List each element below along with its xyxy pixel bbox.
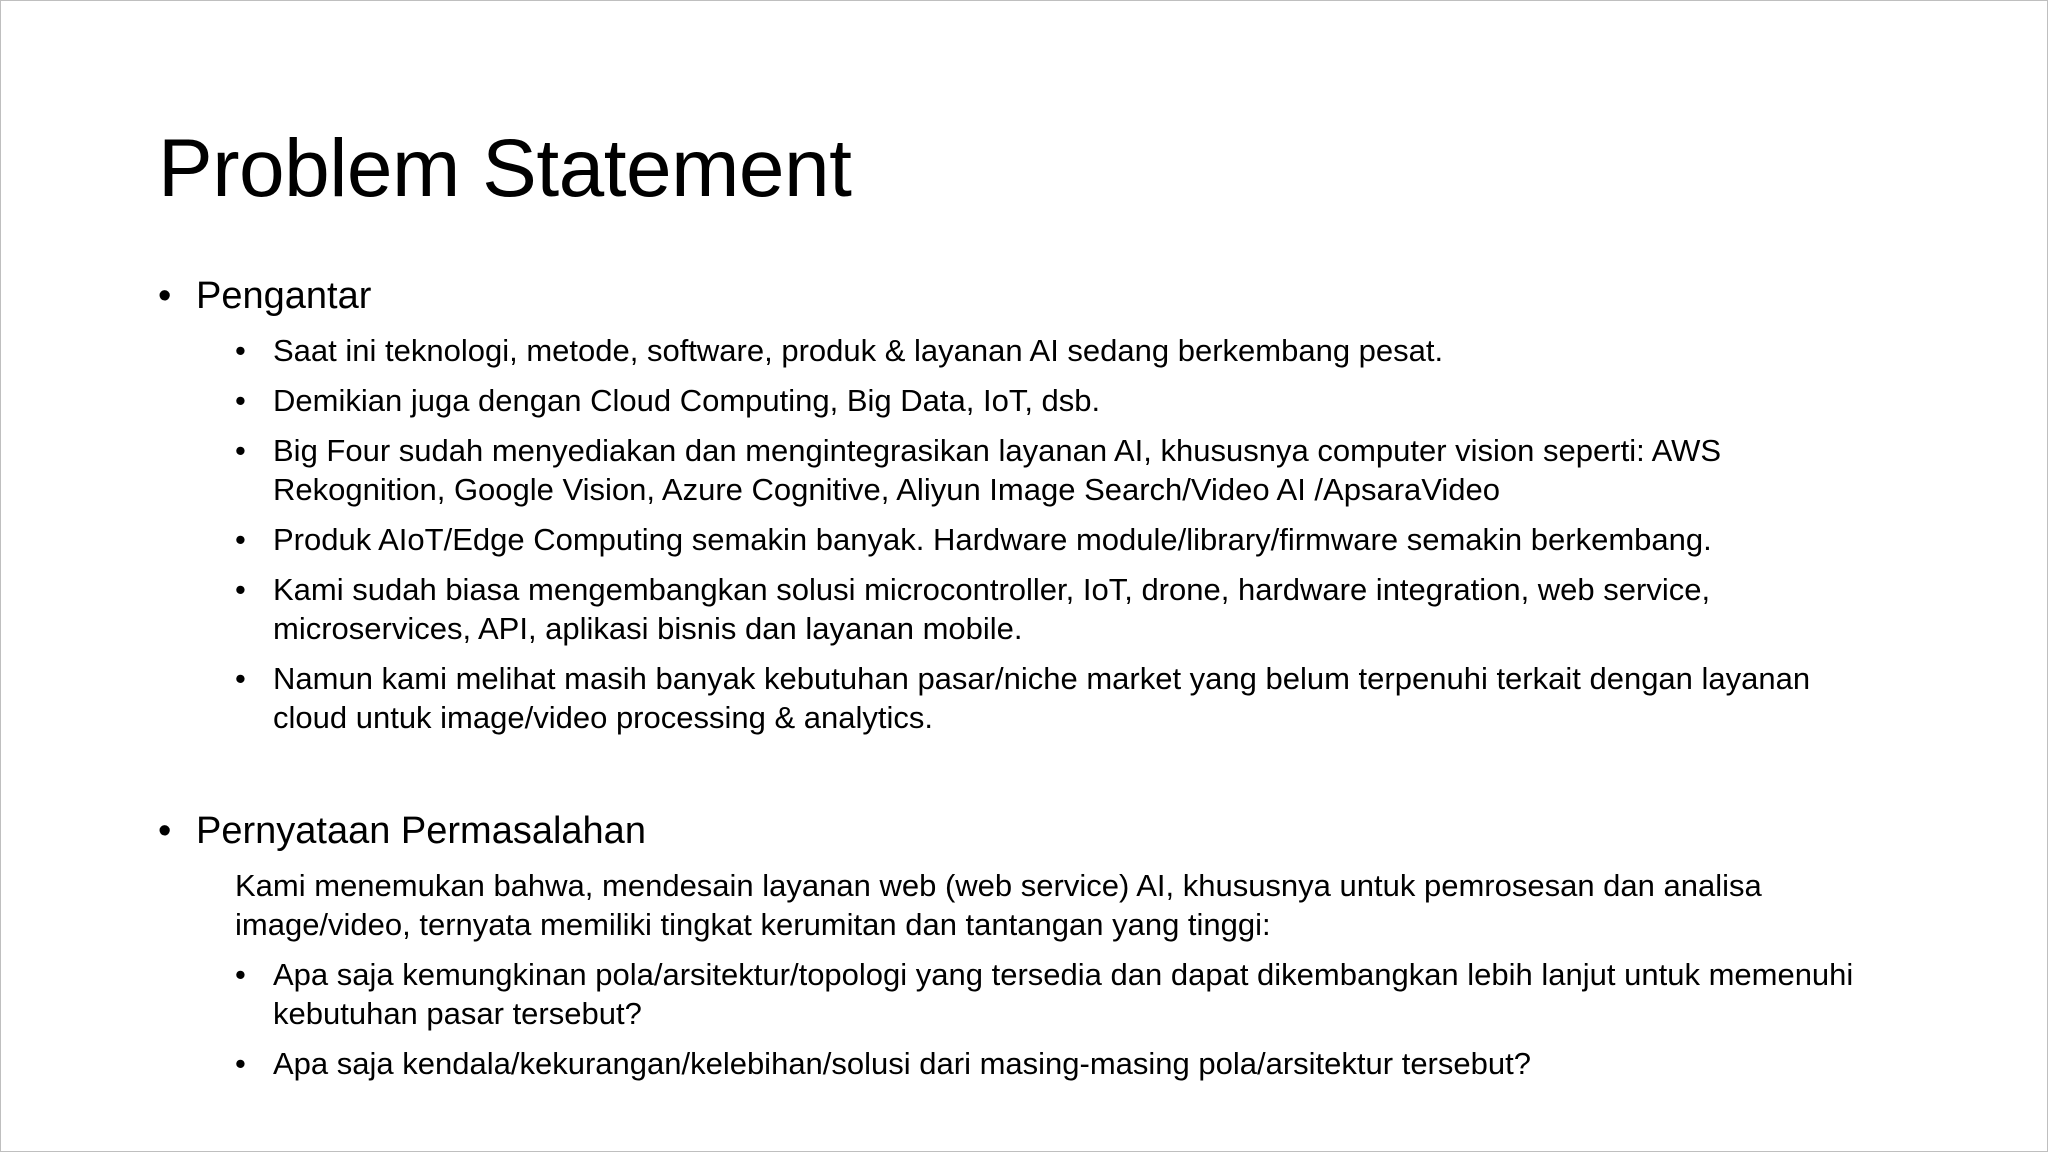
list-item: • Kami sudah biasa mengembangkan solusi microcontroller, IoT, drone, hardware integration, web service, microservices, API, aplikasi bisnis dan layanan mobile. (235, 570, 1873, 648)
list-item: • Saat ini teknologi, metode, software, produk & layanan AI sedang berkembang pesat. (235, 331, 1873, 370)
section-heading-pengantar: • Pengantar (158, 273, 1918, 319)
section-heading-permasalahan: • Pernyataan Permasalahan (158, 808, 1918, 854)
list-item: • Apa saja kemungkinan pola/arsitektur/topologi yang tersedia dan dapat dikembangkan lebih lanjut untuk memenuhi kebutuhan pasar tersebut? (235, 955, 1873, 1033)
pengantar-list (158, 331, 1918, 737)
list-item: • Demikian juga dengan Cloud Computing, Big Data, IoT, dsb. (235, 381, 1873, 420)
slide-content (158, 273, 1918, 1094)
permasalahan-list (158, 955, 1918, 1083)
list-item: • Big Four sudah menyediakan dan mengintegrasikan layanan AI, khususnya computer vision seperti: AWS Rekognition, Google Vision, Azure Cognitive, Aliyun Image Search/Video AI /ApsaraVideo (235, 431, 1873, 509)
list-item: • Namun kami melihat masih banyak kebutuhan pasar/niche market yang belum terpenuhi terkait dengan layanan cloud untuk image/video processing & analytics. (235, 659, 1873, 737)
slide-title: Problem Statement (158, 123, 852, 214)
list-item: • Produk AIoT/Edge Computing semakin banyak. Hardware module/library/firmware semakin berkembang. (235, 520, 1873, 559)
list-item: • Apa saja kendala/kekurangan/kelebihan/solusi dari masing-masing pola/arsitektur tersebut? (235, 1044, 1873, 1083)
problem-paragraph: Kami menemukan bahwa, mendesain layanan web (web service) AI, khususnya untuk pemrosesan dan analisa image/video, ternyata memiliki tingkat kerumitan dan tantangan yang tinggi: (235, 868, 1762, 942)
